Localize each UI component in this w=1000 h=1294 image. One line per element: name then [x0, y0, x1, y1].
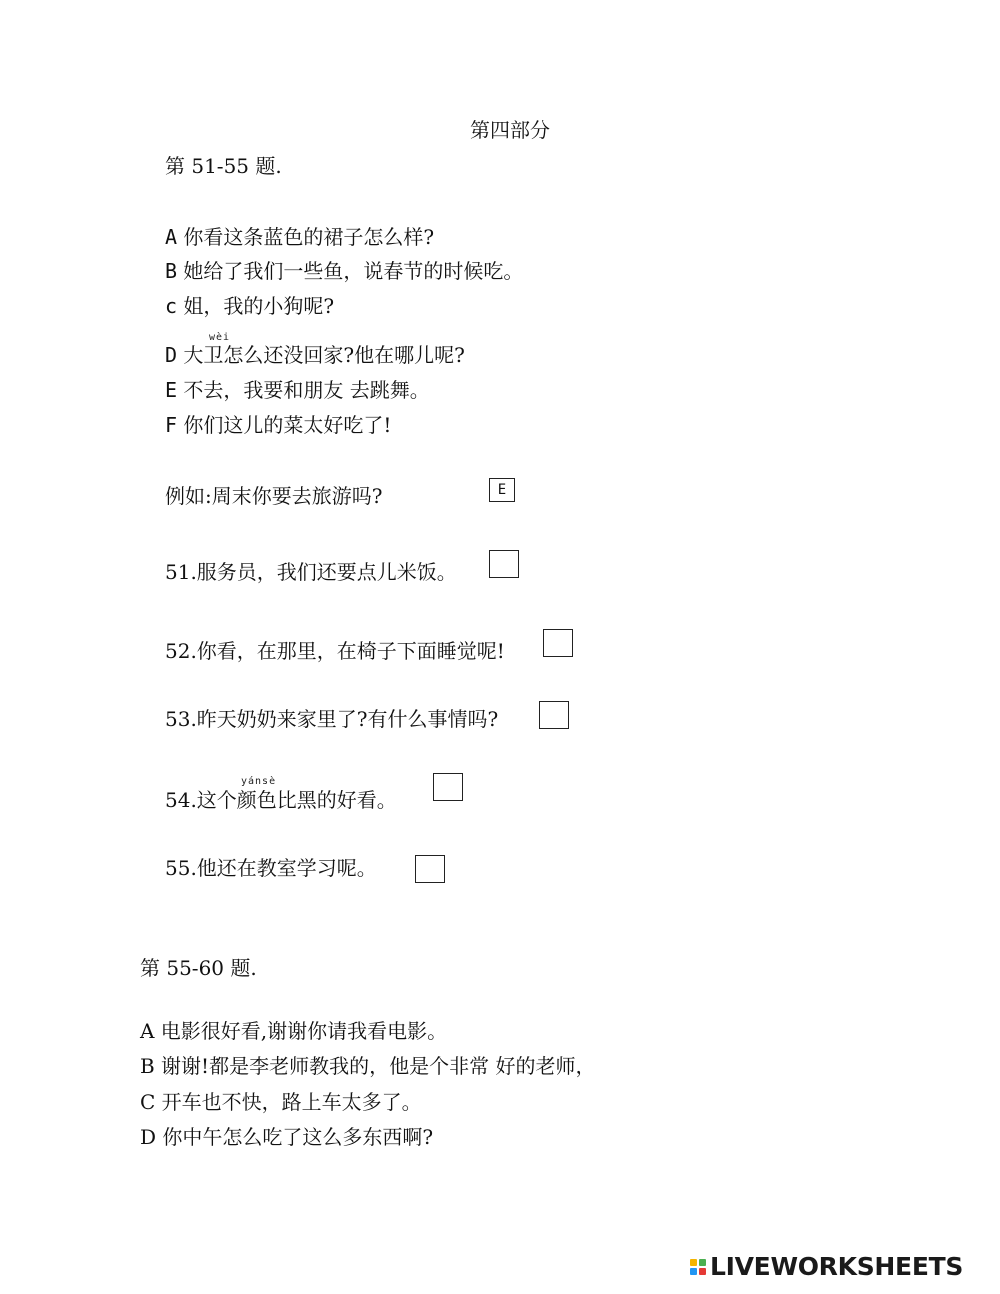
answer-box-55[interactable]: [415, 855, 445, 883]
logo-square: [690, 1259, 697, 1266]
option-text: 她给了我们一些鱼，说春节的时候吃。: [183, 259, 524, 283]
option-b: [165, 259, 523, 283]
option-letter: c: [165, 294, 178, 318]
option-text: 你们这儿的菜太好吃了!: [183, 413, 392, 437]
example-answer-box: E: [489, 478, 515, 502]
option-text: 姐，我的小狗呢?: [183, 294, 335, 318]
option-c: [165, 294, 334, 318]
answer-box-52[interactable]: [543, 629, 573, 657]
answer-box-53[interactable]: [539, 701, 569, 729]
option-f: [165, 413, 391, 437]
option-text: 大卫怎么还没回家?他在哪儿呢?: [183, 343, 465, 367]
section2-option-d: D 你中午怎么吃了这么多东西啊?: [140, 1125, 434, 1149]
question-52: 52.你看，在那里，在椅子下面睡觉呢!: [165, 639, 505, 663]
option-letter: D: [165, 343, 178, 367]
logo-mark-icon: [690, 1259, 706, 1275]
option-e: [165, 378, 430, 402]
option-letter: B: [165, 259, 178, 283]
pinyin-annotation: yánsè: [241, 776, 277, 787]
question-54: 54.这个颜色比黑的好看。: [165, 788, 397, 812]
section2-option-a: A 电影很好看,谢谢你请我看电影。: [140, 1019, 448, 1043]
liveworksheets-logo: [690, 1252, 963, 1281]
section2-option-c: C 开车也不快，路上车太多了。: [140, 1090, 422, 1114]
section2-option-b: B 谢谢!都是李老师教我的，他是个非常 好的老师，: [140, 1054, 596, 1078]
section1-heading: 第 51-55 题.: [165, 154, 282, 178]
option-a: [165, 225, 434, 249]
option-d: [165, 343, 465, 367]
example-question: 例如:周末你要去旅游吗?: [165, 484, 383, 508]
option-letter: A: [165, 225, 178, 249]
option-text: 不去，我要和朋友 去跳舞。: [183, 378, 430, 402]
answer-box-51[interactable]: [489, 550, 519, 578]
section2-heading: 第 55-60 题.: [140, 956, 257, 980]
question-51: 51.服务员，我们还要点儿米饭。: [165, 560, 457, 584]
logo-square: [699, 1259, 706, 1266]
part-title: 第四部分: [470, 118, 550, 142]
pinyin-annotation: wèi: [209, 332, 231, 343]
question-55: 55.他还在教室学习呢。: [165, 856, 377, 880]
option-letter: F: [165, 413, 178, 437]
logo-square: [690, 1268, 697, 1275]
question-53: 53.昨天奶奶来家里了?有什么事情吗?: [165, 707, 499, 731]
option-letter: E: [165, 378, 178, 402]
option-text: 你看这条蓝色的裙子怎么样?: [183, 225, 435, 249]
logo-text: LIVEWORKSHEETS: [710, 1252, 964, 1281]
answer-box-54[interactable]: [433, 773, 463, 801]
logo-square: [699, 1268, 706, 1275]
